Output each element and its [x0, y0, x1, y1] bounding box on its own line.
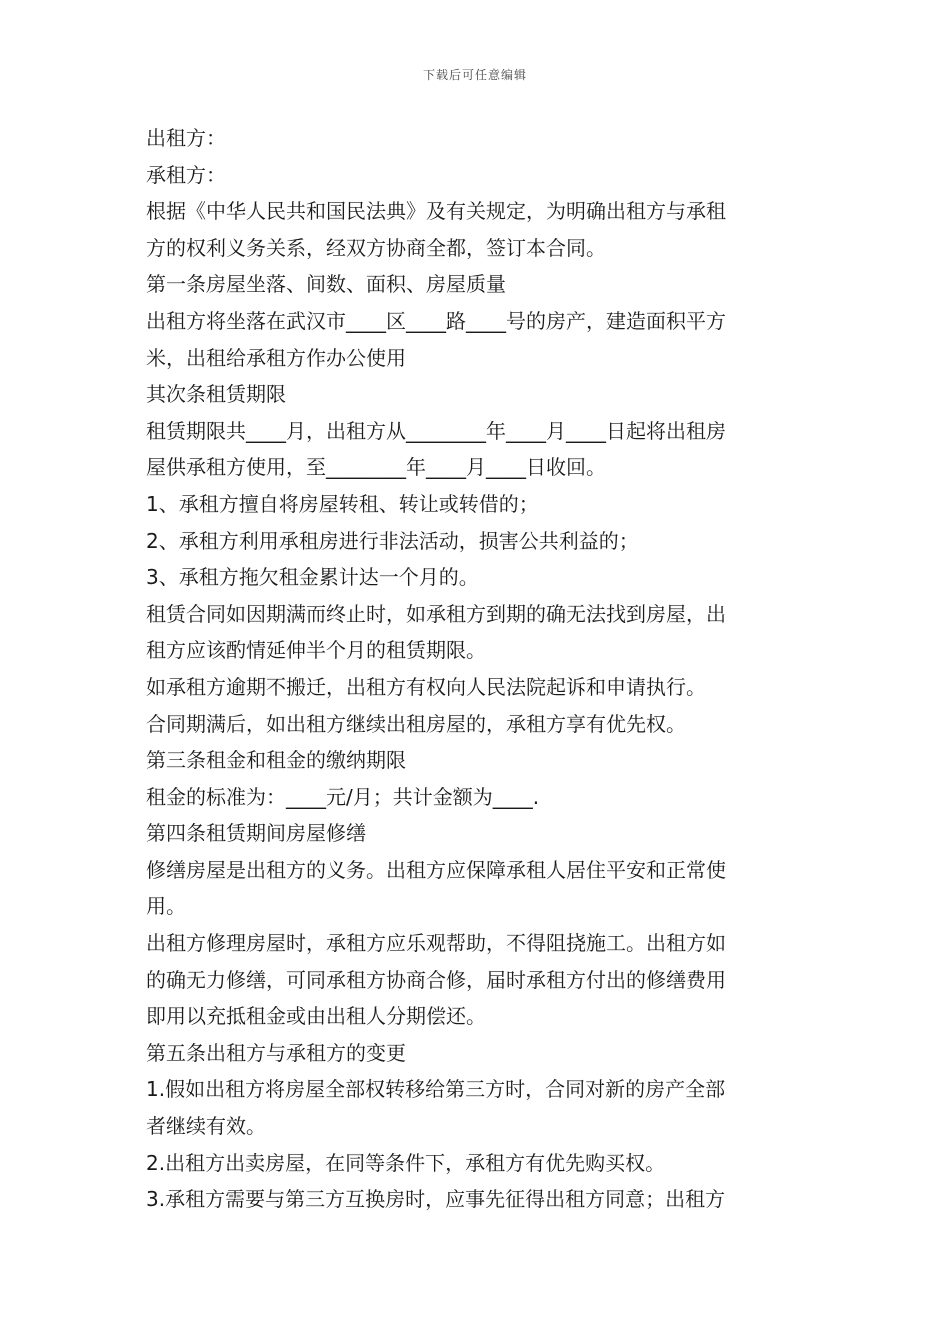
paragraph-line: 出租方修理房屋时，承租方应乐观帮助，不得阻挠施工。出租方如: [146, 931, 726, 956]
paragraph-line: 的确无力修缮，可同承租方协商合修，届时承租方付出的修缮费用: [146, 967, 726, 992]
paragraph-line: 租赁合同如因期满而终止时，如承租方到期的确无法找到房屋，出: [146, 601, 726, 626]
article-heading: 其次条租赁期限: [146, 382, 286, 407]
article-heading: 第一条房屋坐落、间数、面积、房屋质量: [146, 272, 506, 297]
list-item: 2.出租方出卖房屋，在同等条件下，承租方有优先购买权。: [146, 1150, 666, 1175]
paragraph-line: 即用以充抵租金或由出租人分期偿还。: [146, 1004, 486, 1029]
paragraph-line: 米，出租给承租方作办公使用: [146, 345, 406, 370]
paragraph-line: 租金的标准为：____元/月；共计金额为____.: [146, 784, 540, 809]
paragraph-line: 出租方将坐落在武汉市____区____路____号的房产，建造面积平方: [146, 308, 726, 333]
article-heading: 第三条租金和租金的缴纳期限: [146, 748, 406, 773]
party-lessor-line: 出租方：: [146, 126, 226, 150]
list-item: 3、承租方拖欠租金累计达一个月的。: [146, 565, 479, 590]
paragraph-line: 租赁期限共____月，出租方从________年____月____日起将出租房: [146, 418, 726, 443]
party-lessee-line: 承租方：: [146, 162, 226, 187]
article-heading: 第四条租赁期间房屋修缮: [146, 821, 366, 846]
paragraph-line: 如承租方逾期不搬迁，出租方有权向人民法院起诉和申请执行。: [146, 674, 706, 699]
paragraph-line: 屋供承租方使用，至________年____月____日收回。: [146, 455, 606, 480]
article-heading: 第五条出租方与承租方的变更: [146, 1040, 406, 1065]
list-item: 者继续有效。: [146, 1114, 266, 1139]
paragraph-line: 方的权利义务关系，经双方协商全都，签订本合同。: [146, 235, 606, 260]
paragraph-line: 用。: [146, 894, 186, 919]
paragraph-line: 根据《中华人民共和国民法典》及有关规定，为明确出租方与承租: [146, 199, 726, 224]
list-item: 1.假如出租方将房屋全部权转移给第三方时，合同对新的房产全部: [146, 1077, 726, 1102]
paragraph-line: 修缮房屋是出租方的义务。出租方应保障承租人居住平安和正常使: [146, 857, 726, 882]
paragraph-line: 租方应该酌情延伸半个月的租赁期限。: [146, 638, 486, 663]
list-item: 3.承租方需要与第三方互换房时，应事先征得出租方同意；出租方: [146, 1187, 726, 1212]
page-header-note: 下载后可任意编辑: [422, 68, 527, 82]
paragraph-line: 合同期满后，如出租方继续出租房屋的，承租方享有优先权。: [146, 711, 686, 736]
document-body: [146, 120, 810, 1218]
list-item: 2、承租方利用承租房进行非法活动，损害公共利益的；: [146, 528, 639, 553]
list-item: 1、承租方擅自将房屋转租、转让或转借的；: [146, 491, 539, 516]
